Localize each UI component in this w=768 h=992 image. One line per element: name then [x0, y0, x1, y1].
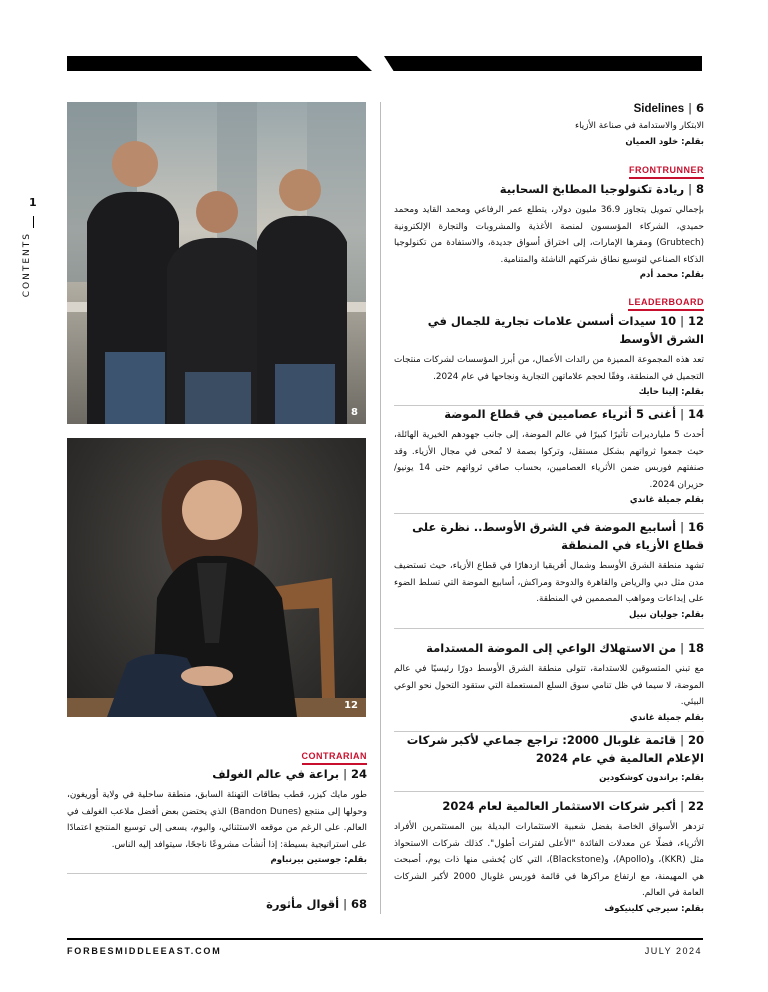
portrait-illustration	[67, 438, 366, 717]
entry-18: 18|من الاستهلاك الواعي إلى الموضة المستدامة مع تبني المتسوقين للاستدامة، تتولى منطقة الشرق الأوسط دورًا رئيسيًا في عالم الموضة، لا سيما في ظل تنامي سوق السلع المستعملة التي ستقود التحول نحو الوعي البيئي. بقلم جميلة غاندي	[394, 639, 704, 732]
entry-number: 16	[687, 520, 704, 534]
top-bar-left	[67, 56, 372, 71]
footer-rule	[67, 938, 703, 940]
leaderboard-tag-wrap	[394, 290, 704, 311]
entry-title[interactable]: أقوال مأثورة	[266, 897, 340, 911]
entry-byline: بقلم: إلينا حايك	[638, 387, 704, 397]
entry-divider	[394, 628, 704, 629]
entry-number: 8	[695, 182, 704, 196]
entry-14: 14|أغنى 5 أثرياء عصاميين في قطاع الموضة أحدث 5 مليارديرات تأثيرًا كبيرًا في عالم الموضة، إلى جانب جهودهم الخيرية الهائلة، حيث جمعوا ثرواتهم بشكل مستقل، وتركوا بصمة لا تُمحى في مجال الأزياء. وقد صنفتهم فوربس ضمن الأثرياء العصاميين، بحساب صافي ثرواتهم حتى 14 يونيو/ حزيران 2024. بقلم جميلة غاندي	[394, 405, 704, 514]
entry-title[interactable]: أسابيع الموضة في الشرق الأوسط.. نظرة على قطاع الأزياء في المنطقة	[412, 520, 704, 552]
entry-body: تشهد منطقة الشرق الأوسط وشمال أفريقيا ازدهارًا في قطاع الأزياء، حيث تستضيف مدن مثل دبي والرياض والقاهرة والدوحة ومراكش، أسابيع الموضة التي تسلط الضوء على إبداعات ومواهب المصممين في المنطقة.	[394, 561, 704, 604]
column-divider	[380, 102, 381, 914]
entry-title[interactable]: 10 سيدات أسسن علامات تجارية للجمال في الشرق الأوسط	[427, 314, 704, 346]
entry-divider	[67, 873, 367, 874]
entry-body: طور مايك كيزر، قطب بطاقات التهنئة السابق، منطقة ساحلية في ولاية أوريغون، وحولها إلى منتجع (Bandon Dunes) الذي يحتضن بعض أفضل ملاعب الغولف في العالم. على الرغم من موقعه الاستثنائي، واليوم، يسعى إلى توسيع المنتجع اعتمادًا على استراتيجية بسيطة: إذا أنشأت مشروعًا ناجحًا، سيتوافد إليه الناس.	[67, 790, 368, 850]
entry-byline: بقلم: سيرجي كلينيكوف	[604, 903, 704, 914]
frontrunner-tag-wrap	[394, 158, 704, 179]
section-tag-contrarian: CONTRARIAN	[302, 751, 368, 765]
footer-issue: JULY 2024	[644, 946, 702, 956]
entry-byline: بقلم جميلة غاندي	[629, 495, 704, 505]
entry-20: 20|قائمة غلوبال 2000: تراجع جماعي لأكبر شركات الإعلام العالمية في عام 2024 بقلم: براندون كوشكودين	[394, 731, 704, 792]
footer-site[interactable]: FORBESMIDDLEEAST.COM	[67, 946, 222, 956]
entry-byline: بقلم: خلود العميان	[625, 136, 704, 147]
entry-divider	[394, 791, 704, 792]
founders-photo	[67, 102, 366, 424]
contrarian-tag-wrap	[67, 744, 367, 765]
entry-body: أحدث 5 مليارديرات تأثيرًا كبيرًا في عالم الموضة، إلى جانب جهودهم الخيرية الهائلة، حيث جمعوا ثرواتهم بشكل مستقل، وتركوا بصمة لا تُمحى في مجال الأزياء. وقد صنفتهم فوربس ضمن الأثرياء العصاميين، بحساب صافي ثرواتهم حتى 14 يونيو/ حزيران 2024.	[394, 430, 704, 490]
photo2-number: 12	[344, 700, 358, 711]
entry-68: 68|أقوال مأثورة	[266, 897, 367, 911]
entry-byline: بقلم: جوستين بيرنباوم	[270, 855, 367, 865]
entry-byline: بقلم: محمد أدم	[639, 270, 704, 280]
entry-number: 12	[687, 314, 704, 328]
entry-number: 22	[687, 799, 704, 813]
entry-body: تعد هذه المجموعة المميزة من رائدات الأعمال، من أبرز المؤسسات لشركات منتجات التجميل في المنطقة، وفقًا لحجم علاماتهن التجارية ونجاحها في عام 2024.	[394, 355, 704, 382]
entry-22: 22|أكبر شركات الاستثمار العالمية لعام 2024 تزدهر الأسواق الخاصة بفضل شعبية الاستثمارات البديلة بين المستثمرين الأفراد الأثرياء، فضلًا عن معدلات الفائدة "الأعلى لفترات أطول". كذلك شركات الاستحواذ مثل (KKR)، و(Apollo)، و(Blackstone)، التي كان يُخشى منها ذات يوم، أصبحت هي المهيمنة، مع ارتفاع مراكزها في قائمة فوربس غلوبال 2000 لأكبر الشركات العامة في العالم. بقلم: سيرجي كلينيكوف	[394, 799, 705, 914]
entry-divider	[394, 513, 704, 514]
entry-body: تزدهر الأسواق الخاصة بفضل شعبية الاستثمارات البديلة بين المستثمرين الأفراد الأثرياء، فضلًا عن معدلات الفائدة "الأعلى لفترات أطول". كذلك شركات الاستحواذ مثل (KKR)، و(Apollo)، و(Blackstone)، التي كان يُخشى منها ذات يوم، أصبحت هي المهيمنة، مع ارتفاع مراكزها في قائمة فوربس غلوبال 2000 لأكبر الشركات العامة في العالم.	[394, 822, 705, 898]
contents-label: CONTENTS	[22, 232, 32, 298]
entry-title[interactable]: براعة في عالم الغولف	[212, 767, 340, 781]
entry-title[interactable]: أغنى 5 أثرياء عصاميين في قطاع الموضة	[444, 407, 677, 421]
portrait-photo	[67, 438, 366, 717]
entry-title[interactable]: من الاستهلاك الواعي إلى الموضة المستدامة	[426, 641, 677, 655]
founders-illustration	[67, 102, 366, 424]
entry-byline: بقلم جميلة غاندي	[629, 712, 704, 723]
entry-title[interactable]: أكبر شركات الاستثمار العالمية لعام 2024	[442, 799, 677, 813]
photo1-number: 8	[351, 407, 358, 418]
entry-number: 24	[350, 767, 367, 781]
entry-title[interactable]: Sidelines	[633, 103, 685, 115]
side-divider	[33, 216, 34, 228]
entry-number: 18	[687, 641, 704, 655]
entry-number: 6	[695, 101, 704, 115]
entry-byline: بقلم: براندون كوشكودين	[599, 773, 704, 783]
entry-subtitle: الابتكار والاستدامة في صناعة الأزياء	[574, 121, 704, 131]
entry-body: بإجمالي تمويل يتجاوز 36.9 مليون دولار، يتطلع عمر الرفاعي ومحمد القايد ومحمد حميدي، الشركاء المؤسسون لمنصة الأغذية والمشروبات والتجارة الإلكترونية (Grubtech) ومقرها الإمارات، إلى اختراق أسواق جديدة، والاستفادة من تكنولوجيا الذكاء الصناعي لتوسيع نطاق شركتهم الناشئة والمتنامية.	[394, 205, 704, 265]
entry-12: 12|10 سيدات أسسن علامات تجارية للجمال في الشرق الأوسط تعد هذه المجموعة المميزة من رائدات الأعمال، من أبرز المؤسسات لشركات منتجات التجميل في المنطقة، وفقًا لحجم علاماتهن التجارية ونجاحها في عام 2024. بقلم: إلينا حايك	[394, 312, 704, 406]
entry-byline: بقلم: جوليان نبيل	[628, 609, 704, 620]
section-tag-frontrunner: FRONTRUNNER	[629, 165, 704, 179]
entry-number: 68	[350, 897, 367, 911]
entry-body: مع تبني المتسوقين للاستدامة، تتولى منطقة الشرق الأوسط دورًا رئيسيًا في عالم الموضة، لا سيما في ظل تنامي سوق السلع المستعملة التي ستقود التحول نحو الوعي البيئي.	[394, 664, 704, 707]
page-number: 1	[29, 196, 37, 209]
entry-8: 8|ريادة تكنولوجيا المطابخ السحابية بإجمالي تمويل يتجاوز 36.9 مليون دولار، يتطلع عمر الرفاعي ومحمد القايد ومحمد حميدي، الشركاء المؤسسون لمنصة الأغذية والمشروبات والتجارة الإلكترونية (Grubtech) ومقرها الإمارات، إلى اختراق أسواق جديدة، والاستفادة من تكنولوجيا الذكاء الصناعي لتوسيع نطاق شركتهم الناشئة والمتنامية. بقلم: محمد أدم	[394, 182, 704, 280]
entry-16: 16|أسابيع الموضة في الشرق الأوسط.. نظرة على قطاع الأزياء في المنطقة تشهد منطقة الشرق الأوسط وشمال أفريقيا ازدهارًا في قطاع الأزياء، حيث تستضيف مدن مثل دبي والرياض والقاهرة والدوحة ومراكش، أسابيع الموضة التي تسلط الضوء على إبداعات ومواهب المصممين في المنطقة. بقلم: جوليان نبيل	[394, 518, 704, 629]
entry-title[interactable]: قائمة غلوبال 2000: تراجع جماعي لأكبر شركات الإعلام العالمية في عام 2024	[406, 733, 704, 765]
entry-number: 20	[687, 733, 704, 747]
section-tag-leaderboard: LEADERBOARD	[628, 297, 704, 311]
entry-title[interactable]: ريادة تكنولوجيا المطابخ السحابية	[499, 182, 685, 196]
entry-number: 14	[687, 407, 704, 421]
entry-24: 24|براعة في عالم الغولف طور مايك كيزر، قطب بطاقات التهنئة السابق، منطقة ساحلية في ولاية أوريغون، وحولها إلى منتجع (Bandon Dunes) الذي يحتضن بعض أفضل ملاعب الغولف في العالم. على الرغم من موقعه الاستثنائي، واليوم، يسعى إلى توسيع المنتجع اعتمادًا على استراتيجية بسيطة: إذا أنشأت مشروعًا ناجحًا، سيتوافد إليه الناس. بقلم: جوستين بيرنباوم	[67, 765, 367, 874]
top-bar-right	[384, 56, 702, 71]
entry-6: 6|Sidelines الابتكار والاستدامة في صناعة الأزياء بقلم: خلود العميان	[394, 99, 704, 149]
